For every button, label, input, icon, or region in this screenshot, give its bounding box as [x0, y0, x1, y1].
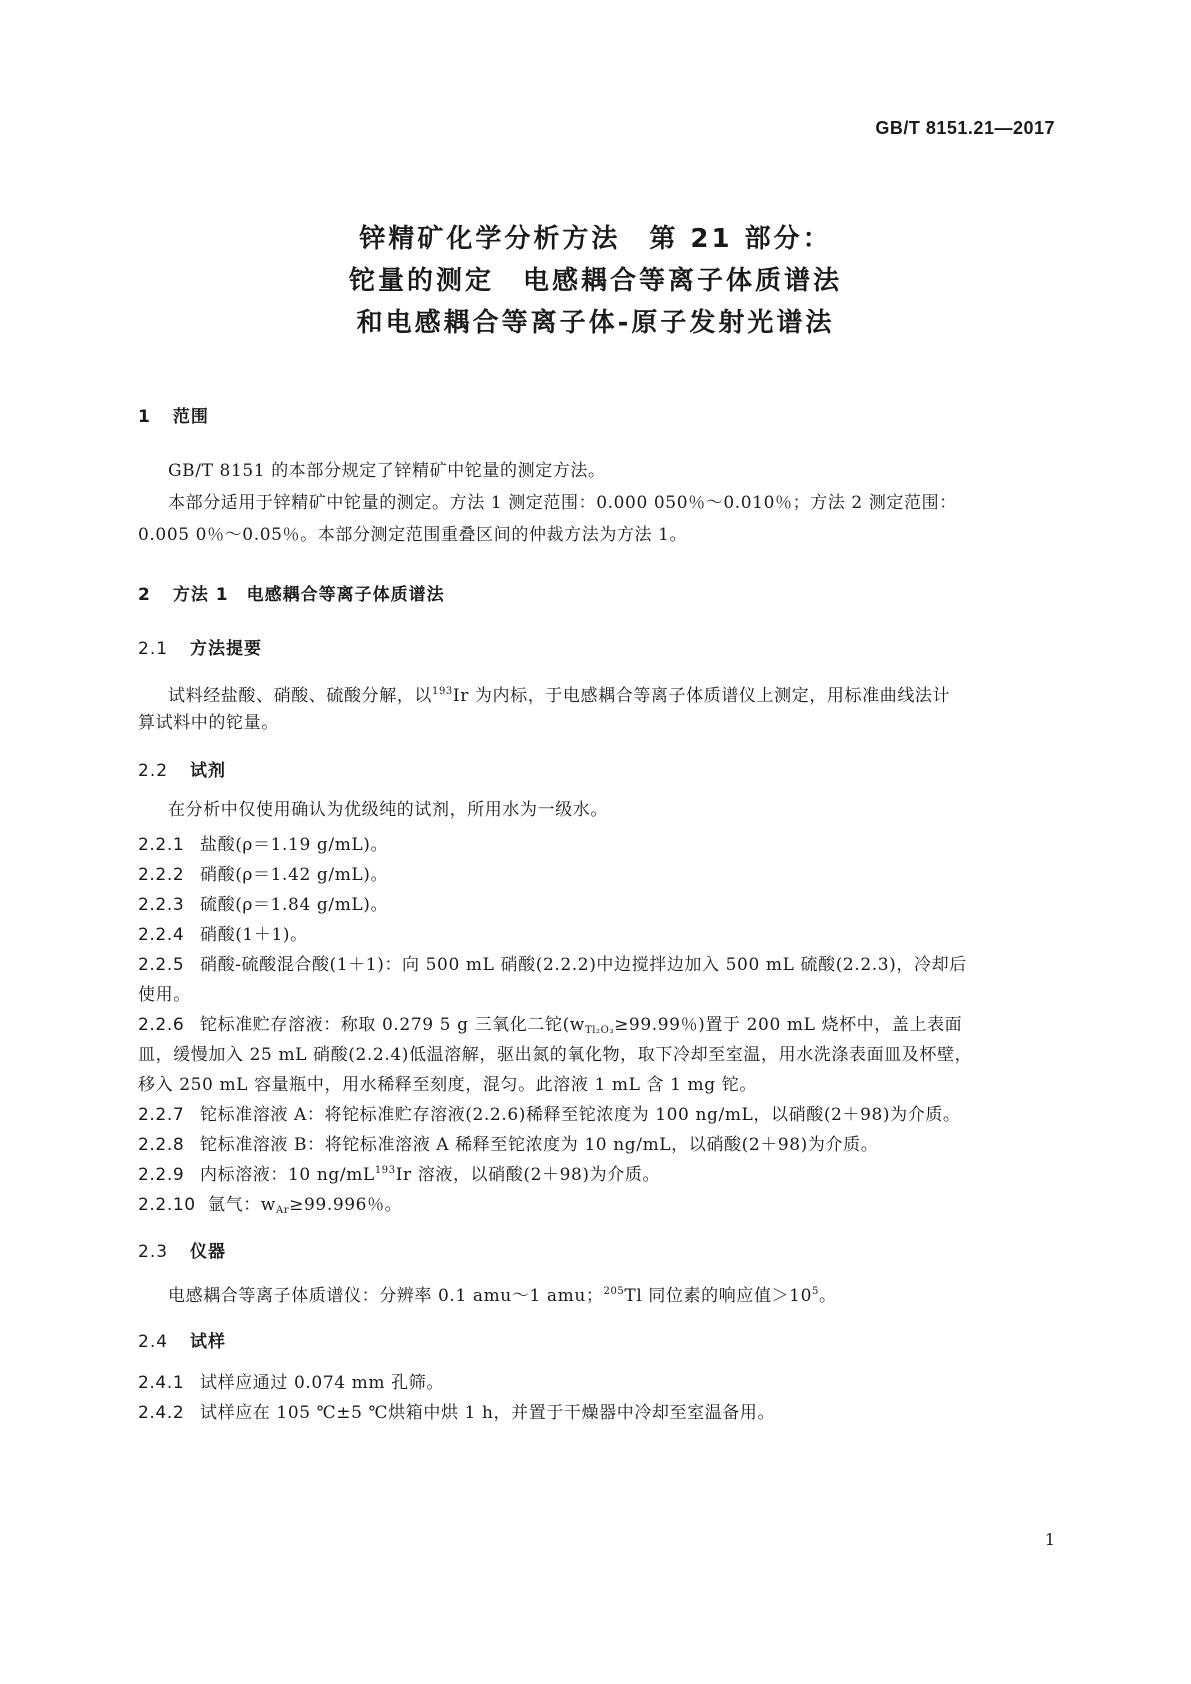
superscript: 5	[812, 1286, 819, 1297]
item-number: 2.2.5	[138, 955, 185, 975]
superscript: 193	[374, 1165, 396, 1176]
section-number: 2.3	[138, 1242, 169, 1262]
item-text: 硝酸(ρ＝1.42 g/mL)。	[200, 865, 389, 885]
list-item-continued: 皿，缓慢加入 25 mL 硝酸(2.2.4)低温溶解，驱出氮的氧化物，取下冷却至室温，用水洗涤表面皿及杯壁，	[138, 1045, 973, 1065]
section-number: 2	[138, 585, 151, 605]
list-item	[138, 1100, 1058, 1125]
item-text: 铊标准贮存溶液：称取 0.279 5 g 三氧化二铊(w	[200, 1015, 585, 1035]
section-title: 试样	[190, 1332, 227, 1352]
item-text: 硝酸(1＋1)。	[200, 925, 308, 945]
item-number: 2.2.10	[138, 1195, 196, 1215]
section-title: 仪器	[190, 1242, 227, 1262]
subscript: Tl₂O₃	[584, 1025, 615, 1036]
text: Ir 为内标，于电感耦合等离子体质谱仪上测定，用标准曲线法计	[452, 686, 951, 706]
list-item	[138, 1160, 1058, 1185]
item-text: 硝酸-硫酸混合酸(1＋1)：向 500 mL 硝酸(2.2.2)中边搅拌边加入 500 mL 硫酸(2.2.3)，冷却后	[200, 955, 967, 975]
paragraph: 在分析中仅使用确认为优级纯的试剂，所用水为一级水。	[168, 800, 608, 820]
section-2-2-heading	[138, 756, 226, 781]
page-number: 1	[1044, 1530, 1055, 1549]
paragraph	[168, 1276, 1058, 1312]
item-text: ≥99.996％。	[289, 1195, 403, 1215]
item-text: 盐酸(ρ＝1.19 g/mL)。	[200, 835, 389, 855]
subscript: Ar	[275, 1205, 290, 1216]
list-item	[138, 890, 1058, 915]
item-text: Ir 溶液，以硝酸(2＋98)为介质。	[395, 1165, 661, 1185]
section-2-3-heading	[138, 1237, 226, 1262]
item-text: 试样应在 105 ℃±5 ℃烘箱中烘 1 h，并置于干燥器中冷却至室温备用。	[200, 1403, 776, 1423]
item-number: 2.2.3	[138, 895, 185, 915]
item-text: 氩气：w	[208, 1195, 276, 1215]
item-number: 2.2.6	[138, 1015, 185, 1035]
paragraph: 算试料中的铊量。	[138, 713, 279, 733]
title-line-2: 铊量的测定 电感耦合等离子体质谱法	[348, 266, 842, 296]
section-title: 方法提要	[190, 639, 263, 659]
section-2-4-heading	[138, 1327, 226, 1352]
section-2-heading	[138, 580, 445, 605]
superscript: 193	[432, 686, 453, 697]
list-item	[138, 1190, 1058, 1216]
item-text: 硫酸(ρ＝1.84 g/mL)。	[200, 895, 389, 915]
title-line-3: 和电感耦合等离子体-原子发射光谱法	[356, 308, 835, 338]
section-number: 2.2	[138, 761, 169, 781]
list-item-continued: 移入 250 mL 容量瓶中，用水稀释至刻度，混匀。此溶液 1 mL 含 1 mg 铊。	[138, 1075, 757, 1095]
item-text: 铊标准溶液 A：将铊标准贮存溶液(2.2.6)稀释至铊浓度为 100 ng/mL，以硝酸(2＋98)为介质。	[200, 1105, 961, 1125]
item-number: 2.2.4	[138, 925, 185, 945]
item-text: ≥99.99％)置于 200 mL 烧杯中，盖上表面	[614, 1015, 963, 1035]
list-item	[138, 1398, 1058, 1423]
text: 试料经盐酸、硝酸、硫酸分解，以	[168, 686, 432, 706]
superscript: 205	[603, 1286, 625, 1297]
item-number: 2.2.7	[138, 1105, 185, 1125]
item-number: 2.2.8	[138, 1135, 185, 1155]
item-text: 试样应通过 0.074 mm 孔筛。	[200, 1373, 444, 1393]
item-number: 2.4.2	[138, 1403, 185, 1423]
section-number: 2.4	[138, 1332, 169, 1352]
list-item	[138, 920, 1058, 945]
section-2-1-heading	[138, 634, 262, 659]
list-item	[138, 830, 1058, 855]
item-number: 2.2.2	[138, 865, 185, 885]
paragraph: 本部分适用于锌精矿中铊量的测定。方法 1 测定范围：0.000 050％～0.010％；方法 2 测定范围：	[168, 493, 957, 513]
standard-code: GB/T 8151.21—2017	[875, 118, 1055, 138]
section-1-heading	[138, 402, 209, 427]
list-item	[138, 1010, 1058, 1036]
section-title: 范围	[172, 407, 209, 427]
item-number: 2.2.1	[138, 835, 185, 855]
section-number: 2.1	[138, 639, 169, 659]
list-item	[138, 1130, 1058, 1155]
list-item	[138, 860, 1058, 885]
section-title: 方法 1 电感耦合等离子体质谱法	[172, 585, 445, 605]
item-text: 内标溶液：10 ng/mL	[200, 1165, 375, 1185]
title-line-1: 锌精矿化学分析方法 第 21 部分：	[359, 224, 832, 254]
section-number: 1	[138, 407, 151, 427]
item-text: 铊标准溶液 B：将铊标准溶液 A 稀释至铊浓度为 10 ng/mL，以硝酸(2＋98)为介质。	[200, 1135, 879, 1155]
paragraph: GB/T 8151 的本部分规定了锌精矿中铊量的测定方法。	[168, 461, 606, 481]
list-item-continued: 使用。	[138, 985, 191, 1005]
paragraph: 0.005 0％～0.05％。本部分测定范围重叠区间的仲裁方法为方法 1。	[138, 525, 688, 545]
item-number: 2.4.1	[138, 1373, 185, 1393]
text: 。	[818, 1286, 837, 1306]
list-item	[138, 950, 1058, 975]
section-title: 试剂	[190, 761, 227, 781]
text: 电感耦合等离子体质谱仪：分辨率 0.1 amu～1 amu；	[168, 1286, 604, 1306]
list-item	[138, 1368, 1058, 1393]
text: Tl 同位素的响应值＞10	[624, 1286, 812, 1306]
item-number: 2.2.9	[138, 1165, 185, 1185]
